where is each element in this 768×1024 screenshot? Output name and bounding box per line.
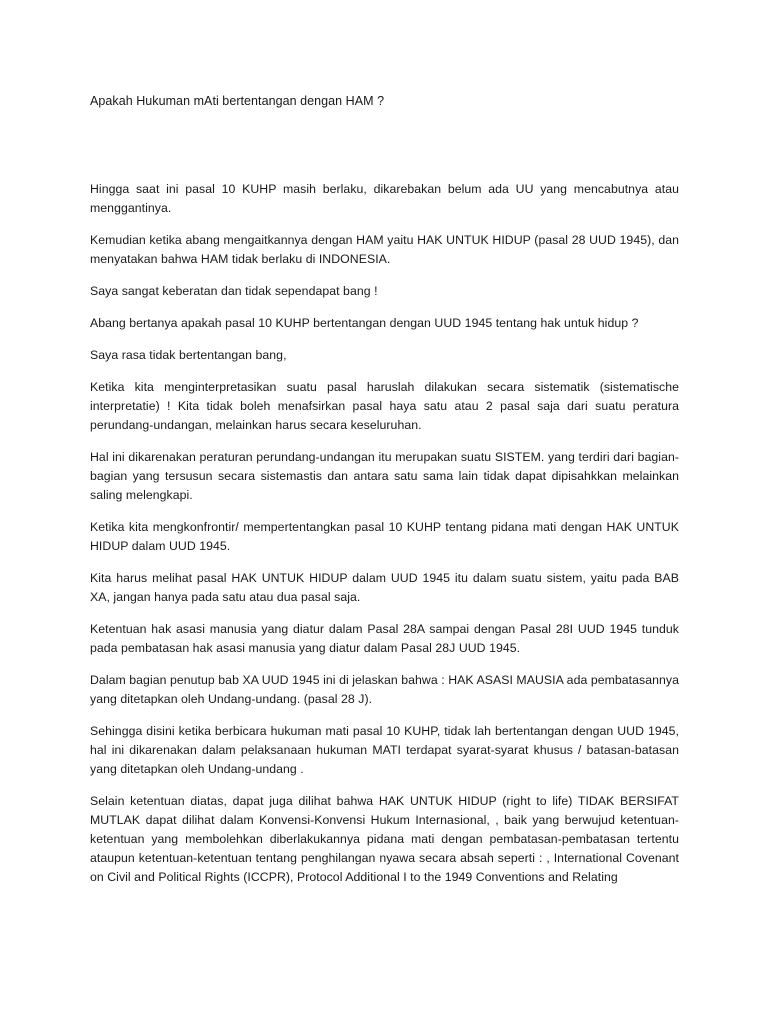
paragraph-6: Ketika kita menginterpretasikan suatu pasal haruslah dilakukan secara sistematik (sistematische interpretatie) ! Kita tidak boleh menafsirkan pasal haya satu atau 2 pasal saja dari suatu peratura perundang-undangan, melainkan harus secara keseluruhan. — [90, 380, 679, 432]
paragraph-8: Ketika kita mengkonfrontir/ mempertentangkan pasal 10 KUHP tentang pidana mati dengan HAK UNTUK HIDUP dalam UUD 1945. — [90, 520, 679, 553]
paragraph-11: Dalam bagian penutup bab XA UUD 1945 ini di jelaskan bahwa : HAK ASASI MAUSIA ada pembatasannya yang ditetapkan oleh Undang-undang. (pasal 28 J). — [90, 673, 679, 706]
paragraph-9: Kita harus melihat pasal HAK UNTUK HIDUP dalam UUD 1945 itu dalam suatu sistem, yaitu pada BAB XA, jangan hanya pada satu atau dua pasal saja. — [90, 571, 679, 604]
paragraph-5: Saya rasa tidak bertentangan bang, — [90, 348, 287, 362]
paragraph-7: Hal ini dikarenakan peraturan perundang-undangan itu merupakan suatu SISTEM. yang terdiri dari bagian-bagian yang tersusun secara sistemastis dan antara satu sama lain tidak dapat dipisahkkan melainkan saling melengkapi. — [90, 450, 679, 502]
document-title: Apakah Hukuman mAti bertentangan dengan HAM ? — [90, 94, 385, 108]
paragraph-3: Saya sangat keberatan dan tidak sependapat bang ! — [90, 284, 378, 298]
paragraph-13: Selain ketentuan diatas, dapat juga dilihat bahwa HAK UNTUK HIDUP (right to life) TIDAK BERSIFAT MUTLAK dapat dilihat dalam Konvensi-Konvensi Hukum Internasional, , baik yang berwujud ketentuan-ketentuan yang membolehkan diberlakukannya pidana mati dengan pembatasan-pembatasan tertentu ataupun ketentuan-ketentuan tentang penghilangan nyawa secara absah seperti : , International Covenant on Civil and Political Rights (ICCPR), Protocol Additional I to the 1949 Conventions and Relating — [90, 794, 679, 884]
document-body — [90, 180, 679, 887]
paragraph-10: Ketentuan hak asasi manusia yang diatur dalam Pasal 28A sampai dengan Pasal 28I UUD 1945 tunduk pada pembatasan hak asasi manusia yang diatur dalam Pasal 28J UUD 1945. — [90, 622, 679, 655]
paragraph-1: Hingga saat ini pasal 10 KUHP masih berlaku, dikarebakan belum ada UU yang mencabutnya atau menggantinya. — [90, 182, 679, 215]
paragraph-2: Kemudian ketika abang mengaitkannya dengan HAM yaitu HAK UNTUK HIDUP (pasal 28 UUD 1945), dan menyatakan bahwa HAM tidak berlaku di INDONESIA. — [90, 233, 679, 266]
paragraph-4: Abang bertanya apakah pasal 10 KUHP bertentangan dengan UUD 1945 tentang hak untuk hidup ? — [90, 316, 639, 330]
paragraph-12: Sehingga disini ketika berbicara hukuman mati pasal 10 KUHP, tidak lah bertentangan dengan UUD 1945, hal ini dikarenakan dalam pelaksanaan hukuman MATI terdapat syarat-syarat khusus / batasan-batasan yang ditetapkan oleh Undang-undang . — [90, 724, 679, 776]
